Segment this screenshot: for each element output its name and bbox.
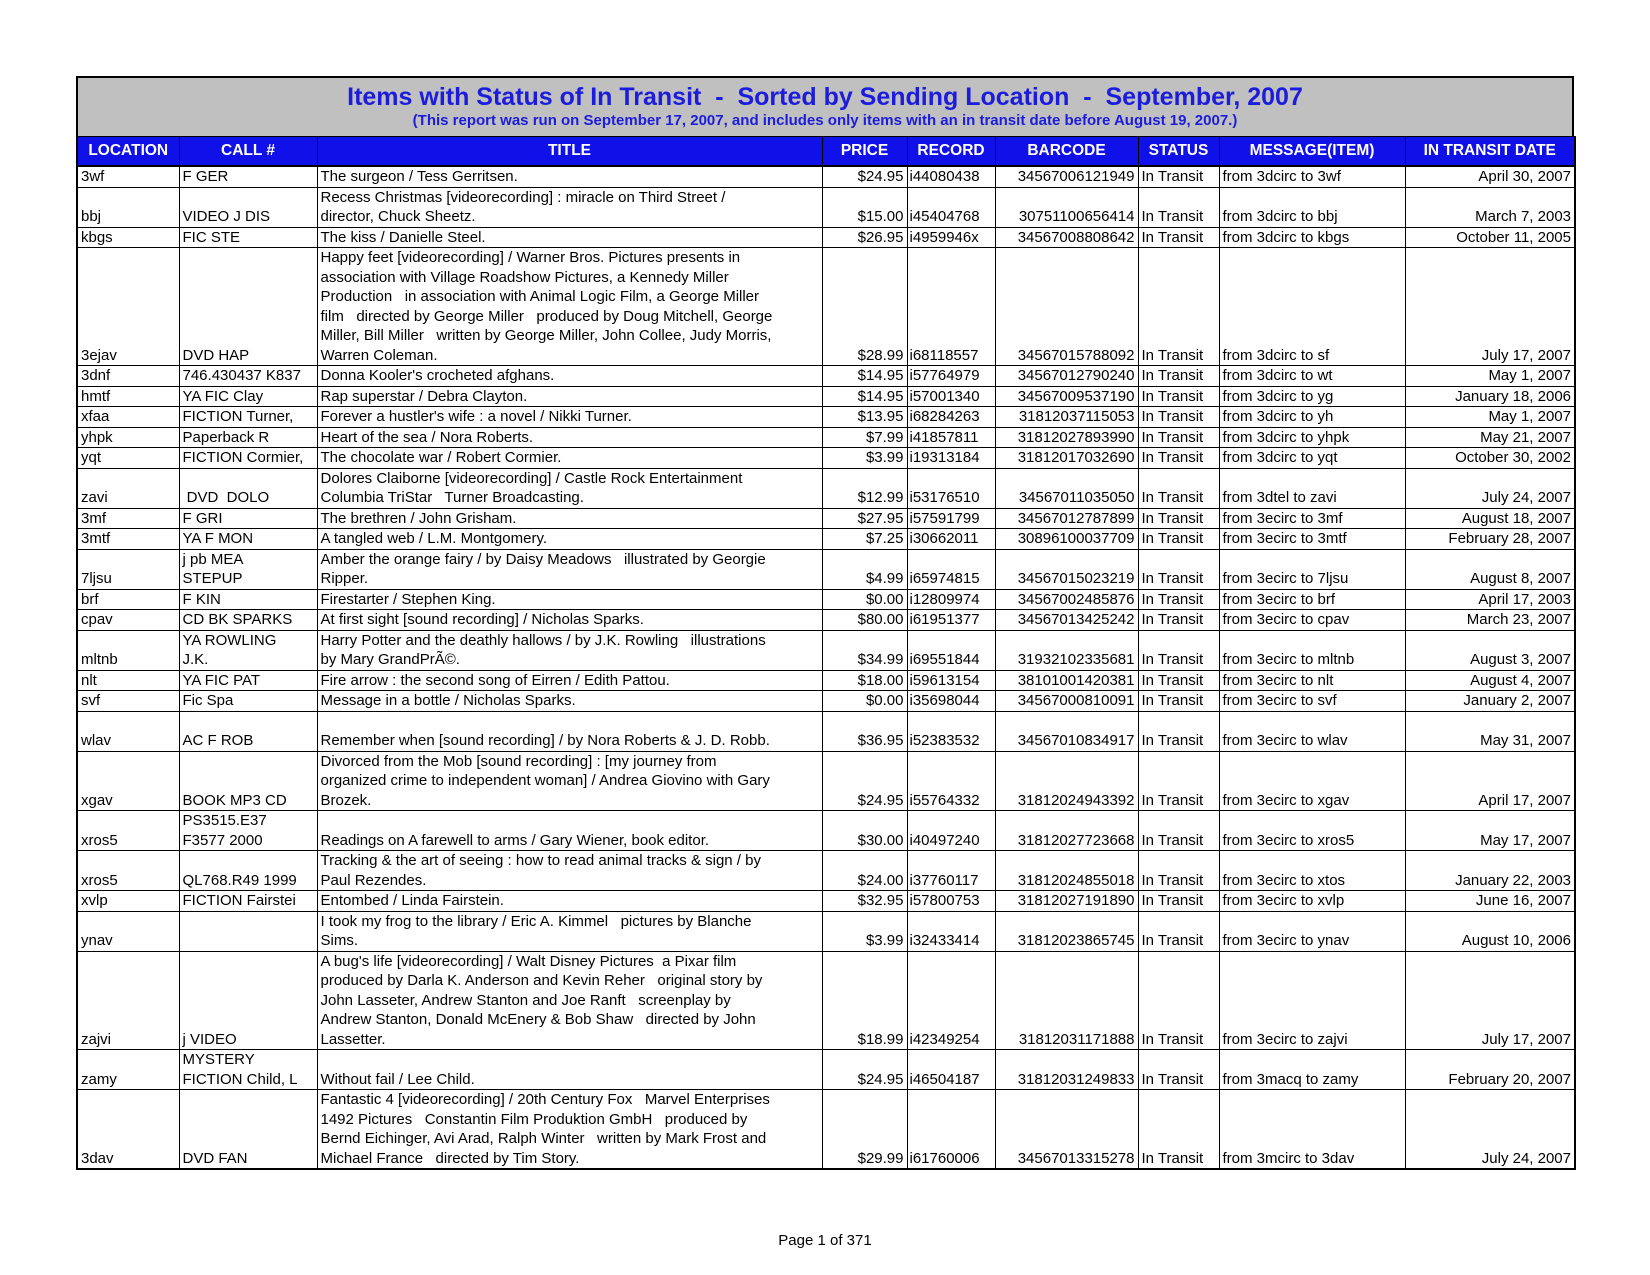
cell-price: $15.00 bbox=[822, 187, 907, 227]
cell-record: i68284263 bbox=[907, 407, 995, 428]
cell-call-number: AC F ROB bbox=[179, 711, 317, 751]
cell-message: from 3ecirc to xtos bbox=[1219, 851, 1405, 891]
cell-call-number: BOOK MP3 CD bbox=[179, 751, 317, 811]
table-row bbox=[77, 1050, 1575, 1090]
cell-price: $3.99 bbox=[822, 448, 907, 469]
cell-in-transit-date: August 8, 2007 bbox=[1405, 549, 1575, 589]
cell-title: The chocolate war / Robert Cormier. bbox=[317, 448, 822, 469]
cell-location: nlt bbox=[77, 670, 179, 691]
cell-record: i45404768 bbox=[907, 187, 995, 227]
column-header-status: STATUS bbox=[1138, 137, 1219, 167]
cell-barcode: 34567009537190 bbox=[995, 386, 1138, 407]
cell-title: Readings on A farewell to arms / Gary Wiener, book editor. bbox=[317, 811, 822, 851]
cell-in-transit-date: July 24, 2007 bbox=[1405, 1090, 1575, 1170]
cell-record: i59613154 bbox=[907, 670, 995, 691]
cell-title: Donna Kooler's crocheted afghans. bbox=[317, 366, 822, 387]
table-row bbox=[77, 711, 1575, 751]
cell-record: i19313184 bbox=[907, 448, 995, 469]
cell-call-number: DVD DOLO bbox=[179, 468, 317, 508]
cell-location: cpav bbox=[77, 610, 179, 631]
cell-price: $27.95 bbox=[822, 508, 907, 529]
cell-price: $12.99 bbox=[822, 468, 907, 508]
table-row bbox=[77, 691, 1575, 712]
cell-barcode: 31932102335681 bbox=[995, 630, 1138, 670]
cell-record: i40497240 bbox=[907, 811, 995, 851]
cell-price: $80.00 bbox=[822, 610, 907, 631]
cell-price: $14.95 bbox=[822, 366, 907, 387]
cell-title: Remember when [sound recording] / by Nora Roberts & J. D. Robb. bbox=[317, 711, 822, 751]
cell-message: from 3ecirc to xvlp bbox=[1219, 891, 1405, 912]
cell-in-transit-date: February 20, 2007 bbox=[1405, 1050, 1575, 1090]
cell-title: Fantastic 4 [videorecording] / 20th Century Fox Marvel Enterprises 1492 Pictures Constantin Film Produktion GmbH produced by Bernd Eichinger, Avi Arad, Ralph Winter written by Mark Frost and Michael France directed by Tim Story. bbox=[317, 1090, 822, 1170]
cell-barcode: 31812027191890 bbox=[995, 891, 1138, 912]
cell-location: brf bbox=[77, 589, 179, 610]
cell-status: In Transit bbox=[1138, 630, 1219, 670]
cell-in-transit-date: October 11, 2005 bbox=[1405, 227, 1575, 248]
cell-record: i53176510 bbox=[907, 468, 995, 508]
cell-location: 7ljsu bbox=[77, 549, 179, 589]
cell-message: from 3dtel to zavi bbox=[1219, 468, 1405, 508]
cell-status: In Transit bbox=[1138, 366, 1219, 387]
cell-title: Divorced from the Mob [sound recording] : [my journey from organized crime to independent woman] / Andrea Giovino with Gary Brozek. bbox=[317, 751, 822, 811]
cell-status: In Transit bbox=[1138, 811, 1219, 851]
cell-location: xros5 bbox=[77, 851, 179, 891]
cell-status: In Transit bbox=[1138, 448, 1219, 469]
cell-message: from 3ecirc to zajvi bbox=[1219, 951, 1405, 1050]
cell-barcode: 38101001420381 bbox=[995, 670, 1138, 691]
cell-status: In Transit bbox=[1138, 227, 1219, 248]
table-row bbox=[77, 751, 1575, 811]
cell-title: The brethren / John Grisham. bbox=[317, 508, 822, 529]
cell-price: $24.95 bbox=[822, 751, 907, 811]
table-row bbox=[77, 407, 1575, 428]
cell-price: $18.00 bbox=[822, 670, 907, 691]
table-row bbox=[77, 508, 1575, 529]
cell-title: I took my frog to the library / Eric A. Kimmel pictures by Blanche Sims. bbox=[317, 911, 822, 951]
cell-call-number: Paperback R bbox=[179, 427, 317, 448]
cell-message: from 3dcirc to 3wf bbox=[1219, 166, 1405, 187]
cell-in-transit-date: February 28, 2007 bbox=[1405, 529, 1575, 550]
cell-title: A tangled web / L.M. Montgomery. bbox=[317, 529, 822, 550]
cell-barcode: 34567011035050 bbox=[995, 468, 1138, 508]
cell-call-number: MYSTERY FICTION Child, L bbox=[179, 1050, 317, 1090]
cell-in-transit-date: July 17, 2007 bbox=[1405, 951, 1575, 1050]
cell-call-number bbox=[179, 911, 317, 951]
cell-location: 3dnf bbox=[77, 366, 179, 387]
cell-message: from 3dcirc to bbj bbox=[1219, 187, 1405, 227]
cell-location: kbgs bbox=[77, 227, 179, 248]
cell-message: from 3dcirc to yh bbox=[1219, 407, 1405, 428]
cell-record: i57001340 bbox=[907, 386, 995, 407]
cell-record: i32433414 bbox=[907, 911, 995, 951]
cell-price: $4.99 bbox=[822, 549, 907, 589]
cell-title: Tracking & the art of seeing : how to read animal tracks & sign / by Paul Rezendes. bbox=[317, 851, 822, 891]
cell-barcode: 30751100656414 bbox=[995, 187, 1138, 227]
cell-price: $24.95 bbox=[822, 166, 907, 187]
report bbox=[76, 76, 1574, 1170]
cell-price: $13.95 bbox=[822, 407, 907, 428]
cell-status: In Transit bbox=[1138, 951, 1219, 1050]
cell-location: yhpk bbox=[77, 427, 179, 448]
table-row bbox=[77, 670, 1575, 691]
cell-status: In Transit bbox=[1138, 589, 1219, 610]
cell-price: $29.99 bbox=[822, 1090, 907, 1170]
cell-message: from 3dcirc to yqt bbox=[1219, 448, 1405, 469]
cell-location: zavi bbox=[77, 468, 179, 508]
cell-in-transit-date: April 17, 2003 bbox=[1405, 589, 1575, 610]
table-row bbox=[77, 891, 1575, 912]
cell-status: In Transit bbox=[1138, 386, 1219, 407]
cell-title: The kiss / Danielle Steel. bbox=[317, 227, 822, 248]
cell-in-transit-date: May 17, 2007 bbox=[1405, 811, 1575, 851]
cell-record: i65974815 bbox=[907, 549, 995, 589]
cell-status: In Transit bbox=[1138, 891, 1219, 912]
cell-location: svf bbox=[77, 691, 179, 712]
cell-call-number: FICTION Turner, bbox=[179, 407, 317, 428]
cell-call-number: F GRI bbox=[179, 508, 317, 529]
cell-barcode: 34567012787899 bbox=[995, 508, 1138, 529]
cell-price: $30.00 bbox=[822, 811, 907, 851]
report-title: Items with Status of In Transit - Sorted by Sending Location - September, 2007 bbox=[347, 83, 1303, 111]
cell-status: In Transit bbox=[1138, 610, 1219, 631]
cell-status: In Transit bbox=[1138, 427, 1219, 448]
cell-location: 3mf bbox=[77, 508, 179, 529]
cell-location: xros5 bbox=[77, 811, 179, 851]
cell-title: Forever a hustler's wife : a novel / Nikki Turner. bbox=[317, 407, 822, 428]
table-row bbox=[77, 529, 1575, 550]
cell-location: yqt bbox=[77, 448, 179, 469]
table-row bbox=[77, 911, 1575, 951]
cell-call-number: F KIN bbox=[179, 589, 317, 610]
cell-call-number: FICTION Cormier, bbox=[179, 448, 317, 469]
cell-call-number: PS3515.E37 F3577 2000 bbox=[179, 811, 317, 851]
cell-barcode: 31812023865745 bbox=[995, 911, 1138, 951]
cell-record: i55764332 bbox=[907, 751, 995, 811]
report-subtitle: (This report was run on September 17, 2007, and includes only items with an in transit date before August 19, 2007.) bbox=[412, 112, 1238, 129]
cell-call-number: VIDEO J DIS bbox=[179, 187, 317, 227]
cell-status: In Transit bbox=[1138, 508, 1219, 529]
cell-in-transit-date: May 21, 2007 bbox=[1405, 427, 1575, 448]
cell-title: Dolores Claiborne [videorecording] / Castle Rock Entertainment Columbia TriStar Turner Broadcasting. bbox=[317, 468, 822, 508]
table-row bbox=[77, 448, 1575, 469]
table-row bbox=[77, 610, 1575, 631]
cell-record: i37760117 bbox=[907, 851, 995, 891]
cell-record: i44080438 bbox=[907, 166, 995, 187]
cell-call-number: DVD HAP bbox=[179, 248, 317, 366]
cell-message: from 3ecirc to 7ljsu bbox=[1219, 549, 1405, 589]
cell-location: 3wf bbox=[77, 166, 179, 187]
cell-location: wlav bbox=[77, 711, 179, 751]
cell-title: A bug's life [videorecording] / Walt Disney Pictures a Pixar film produced by Darla K. Anderson and Kevin Reher original story by John Lasseter, Andrew Stanton and Joe Ranft screenplay by Andrew Stanton, Donald McEnery & Bob Shaw directed by John Lassetter. bbox=[317, 951, 822, 1050]
table-body bbox=[77, 166, 1575, 1169]
cell-call-number: F GER bbox=[179, 166, 317, 187]
cell-in-transit-date: March 23, 2007 bbox=[1405, 610, 1575, 631]
cell-in-transit-date: January 22, 2003 bbox=[1405, 851, 1575, 891]
cell-call-number: 746.430437 K837 bbox=[179, 366, 317, 387]
cell-message: from 3dcirc to wt bbox=[1219, 366, 1405, 387]
cell-message: from 3ecirc to ynav bbox=[1219, 911, 1405, 951]
page-number: Page 1 of 371 bbox=[778, 1232, 872, 1249]
cell-message: from 3ecirc to svf bbox=[1219, 691, 1405, 712]
cell-title: The surgeon / Tess Gerritsen. bbox=[317, 166, 822, 187]
table-row bbox=[77, 549, 1575, 589]
table-row bbox=[77, 427, 1575, 448]
cell-status: In Transit bbox=[1138, 187, 1219, 227]
column-header-location: LOCATION bbox=[77, 137, 179, 167]
cell-barcode: 31812031171888 bbox=[995, 951, 1138, 1050]
cell-status: In Transit bbox=[1138, 549, 1219, 589]
cell-record: i46504187 bbox=[907, 1050, 995, 1090]
cell-title: Amber the orange fairy / by Daisy Meadows illustrated by Georgie Ripper. bbox=[317, 549, 822, 589]
cell-barcode: 31812024943392 bbox=[995, 751, 1138, 811]
cell-barcode: 34567015023219 bbox=[995, 549, 1138, 589]
cell-title: Harry Potter and the deathly hallows / by J.K. Rowling illustrations by Mary GrandPrÃ©. bbox=[317, 630, 822, 670]
cell-record: i57800753 bbox=[907, 891, 995, 912]
cell-message: from 3ecirc to 3mtf bbox=[1219, 529, 1405, 550]
cell-message: from 3ecirc to brf bbox=[1219, 589, 1405, 610]
cell-location: 3dav bbox=[77, 1090, 179, 1170]
cell-location: xfaa bbox=[77, 407, 179, 428]
cell-record: i30662011 bbox=[907, 529, 995, 550]
cell-record: i69551844 bbox=[907, 630, 995, 670]
cell-price: $0.00 bbox=[822, 589, 907, 610]
cell-status: In Transit bbox=[1138, 468, 1219, 508]
table-row bbox=[77, 811, 1575, 851]
cell-message: from 3dcirc to yhpk bbox=[1219, 427, 1405, 448]
cell-title: At first sight [sound recording] / Nicholas Sparks. bbox=[317, 610, 822, 631]
table-row bbox=[77, 187, 1575, 227]
cell-barcode: 31812027893990 bbox=[995, 427, 1138, 448]
cell-in-transit-date: August 18, 2007 bbox=[1405, 508, 1575, 529]
column-header-title: TITLE bbox=[317, 137, 822, 167]
cell-location: hmtf bbox=[77, 386, 179, 407]
cell-message: from 3ecirc to nlt bbox=[1219, 670, 1405, 691]
table-row bbox=[77, 468, 1575, 508]
cell-status: In Transit bbox=[1138, 691, 1219, 712]
cell-status: In Transit bbox=[1138, 751, 1219, 811]
cell-message: from 3ecirc to wlav bbox=[1219, 711, 1405, 751]
cell-message: from 3ecirc to mltnb bbox=[1219, 630, 1405, 670]
cell-price: $7.99 bbox=[822, 427, 907, 448]
cell-call-number: FICTION Fairstei bbox=[179, 891, 317, 912]
cell-location: ynav bbox=[77, 911, 179, 951]
cell-status: In Transit bbox=[1138, 1050, 1219, 1090]
cell-barcode: 31812031249833 bbox=[995, 1050, 1138, 1090]
cell-price: $3.99 bbox=[822, 911, 907, 951]
cell-barcode: 34567012790240 bbox=[995, 366, 1138, 387]
cell-barcode: 31812024855018 bbox=[995, 851, 1138, 891]
cell-price: $34.99 bbox=[822, 630, 907, 670]
cell-call-number: DVD FAN bbox=[179, 1090, 317, 1170]
table-header-row bbox=[77, 137, 1575, 167]
cell-message: from 3mcirc to 3dav bbox=[1219, 1090, 1405, 1170]
cell-call-number: j VIDEO bbox=[179, 951, 317, 1050]
cell-in-transit-date: April 17, 2007 bbox=[1405, 751, 1575, 811]
cell-location: zamy bbox=[77, 1050, 179, 1090]
column-header-call-number: CALL # bbox=[179, 137, 317, 167]
column-header-in-transit-date: IN TRANSIT DATE bbox=[1405, 137, 1575, 167]
cell-barcode: 31812027723668 bbox=[995, 811, 1138, 851]
cell-status: In Transit bbox=[1138, 711, 1219, 751]
table-row bbox=[77, 630, 1575, 670]
cell-barcode: 34567000810091 bbox=[995, 691, 1138, 712]
cell-barcode: 34567008808642 bbox=[995, 227, 1138, 248]
cell-record: i68118557 bbox=[907, 248, 995, 366]
cell-location: bbj bbox=[77, 187, 179, 227]
cell-call-number: YA FIC PAT bbox=[179, 670, 317, 691]
cell-price: $7.25 bbox=[822, 529, 907, 550]
cell-call-number: j pb MEA STEPUP bbox=[179, 549, 317, 589]
cell-call-number: YA ROWLING J.K. bbox=[179, 630, 317, 670]
cell-price: $0.00 bbox=[822, 691, 907, 712]
cell-in-transit-date: August 3, 2007 bbox=[1405, 630, 1575, 670]
cell-status: In Transit bbox=[1138, 670, 1219, 691]
cell-in-transit-date: May 31, 2007 bbox=[1405, 711, 1575, 751]
cell-location: mltnb bbox=[77, 630, 179, 670]
cell-message: from 3dcirc to yg bbox=[1219, 386, 1405, 407]
cell-barcode: 30896100037709 bbox=[995, 529, 1138, 550]
cell-barcode: 34567015788092 bbox=[995, 248, 1138, 366]
cell-in-transit-date: March 7, 2003 bbox=[1405, 187, 1575, 227]
cell-price: $18.99 bbox=[822, 951, 907, 1050]
cell-call-number: QL768.R49 1999 bbox=[179, 851, 317, 891]
cell-title: Firestarter / Stephen King. bbox=[317, 589, 822, 610]
cell-location: 3ejav bbox=[77, 248, 179, 366]
cell-title: Rap superstar / Debra Clayton. bbox=[317, 386, 822, 407]
cell-status: In Transit bbox=[1138, 911, 1219, 951]
cell-message: from 3ecirc to 3mf bbox=[1219, 508, 1405, 529]
column-header-message: MESSAGE(ITEM) bbox=[1219, 137, 1405, 167]
cell-record: i4959946x bbox=[907, 227, 995, 248]
cell-price: $32.95 bbox=[822, 891, 907, 912]
cell-record: i41857811 bbox=[907, 427, 995, 448]
cell-price: $26.95 bbox=[822, 227, 907, 248]
cell-price: $24.00 bbox=[822, 851, 907, 891]
cell-location: 3mtf bbox=[77, 529, 179, 550]
table-row bbox=[77, 248, 1575, 366]
cell-status: In Transit bbox=[1138, 407, 1219, 428]
cell-in-transit-date: June 16, 2007 bbox=[1405, 891, 1575, 912]
cell-record: i61760006 bbox=[907, 1090, 995, 1170]
cell-in-transit-date: May 1, 2007 bbox=[1405, 366, 1575, 387]
cell-in-transit-date: July 24, 2007 bbox=[1405, 468, 1575, 508]
cell-barcode: 34567010834917 bbox=[995, 711, 1138, 751]
in-transit-table bbox=[76, 136, 1576, 1170]
cell-record: i57764979 bbox=[907, 366, 995, 387]
cell-location: xvlp bbox=[77, 891, 179, 912]
cell-title: Heart of the sea / Nora Roberts. bbox=[317, 427, 822, 448]
cell-call-number: FIC STE bbox=[179, 227, 317, 248]
cell-status: In Transit bbox=[1138, 166, 1219, 187]
table-row bbox=[77, 366, 1575, 387]
cell-record: i12809974 bbox=[907, 589, 995, 610]
cell-barcode: 31812037115053 bbox=[995, 407, 1138, 428]
cell-record: i57591799 bbox=[907, 508, 995, 529]
cell-record: i35698044 bbox=[907, 691, 995, 712]
cell-message: from 3dcirc to sf bbox=[1219, 248, 1405, 366]
cell-status: In Transit bbox=[1138, 248, 1219, 366]
cell-status: In Transit bbox=[1138, 851, 1219, 891]
column-header-price: PRICE bbox=[822, 137, 907, 167]
cell-record: i52383532 bbox=[907, 711, 995, 751]
cell-message: from 3ecirc to xgav bbox=[1219, 751, 1405, 811]
cell-price: $28.99 bbox=[822, 248, 907, 366]
cell-in-transit-date: January 2, 2007 bbox=[1405, 691, 1575, 712]
report-header bbox=[76, 76, 1574, 136]
cell-call-number: Fic Spa bbox=[179, 691, 317, 712]
cell-status: In Transit bbox=[1138, 529, 1219, 550]
table-row bbox=[77, 1090, 1575, 1170]
cell-call-number: YA FIC Clay bbox=[179, 386, 317, 407]
cell-record: i42349254 bbox=[907, 951, 995, 1050]
cell-barcode: 34567013315278 bbox=[995, 1090, 1138, 1170]
table-row bbox=[77, 227, 1575, 248]
cell-barcode: 34567006121949 bbox=[995, 166, 1138, 187]
cell-in-transit-date: October 30, 2002 bbox=[1405, 448, 1575, 469]
cell-price: $36.95 bbox=[822, 711, 907, 751]
cell-call-number: YA F MON bbox=[179, 529, 317, 550]
cell-in-transit-date: January 18, 2006 bbox=[1405, 386, 1575, 407]
cell-in-transit-date: August 4, 2007 bbox=[1405, 670, 1575, 691]
cell-title: Entombed / Linda Fairstein. bbox=[317, 891, 822, 912]
cell-call-number: CD BK SPARKS bbox=[179, 610, 317, 631]
cell-title: Happy feet [videorecording] / Warner Bros. Pictures presents in association with Village Roadshow Pictures, a Kennedy Miller Production in association with Animal Logic Film, a George Miller film directed by George Miller produced by Doug Mitchell, George Miller, Bill Miller written by George Miller, John Collee, Judy Morris, Warren Coleman. bbox=[317, 248, 822, 366]
cell-title: Message in a bottle / Nicholas Sparks. bbox=[317, 691, 822, 712]
table-row bbox=[77, 951, 1575, 1050]
cell-in-transit-date: May 1, 2007 bbox=[1405, 407, 1575, 428]
cell-status: In Transit bbox=[1138, 1090, 1219, 1170]
cell-barcode: 34567013425242 bbox=[995, 610, 1138, 631]
cell-record: i61951377 bbox=[907, 610, 995, 631]
cell-barcode: 31812017032690 bbox=[995, 448, 1138, 469]
cell-title: Recess Christmas [videorecording] : miracle on Third Street / director, Chuck Sheetz. bbox=[317, 187, 822, 227]
column-header-barcode: BARCODE bbox=[995, 137, 1138, 167]
cell-message: from 3dcirc to kbgs bbox=[1219, 227, 1405, 248]
cell-in-transit-date: August 10, 2006 bbox=[1405, 911, 1575, 951]
cell-message: from 3macq to zamy bbox=[1219, 1050, 1405, 1090]
table-row bbox=[77, 386, 1575, 407]
cell-location: xgav bbox=[77, 751, 179, 811]
cell-message: from 3ecirc to cpav bbox=[1219, 610, 1405, 631]
cell-in-transit-date: July 17, 2007 bbox=[1405, 248, 1575, 366]
cell-location: zajvi bbox=[77, 951, 179, 1050]
table-row bbox=[77, 851, 1575, 891]
column-header-record: RECORD bbox=[907, 137, 995, 167]
cell-message: from 3ecirc to xros5 bbox=[1219, 811, 1405, 851]
cell-price: $24.95 bbox=[822, 1050, 907, 1090]
cell-barcode: 34567002485876 bbox=[995, 589, 1138, 610]
cell-in-transit-date: April 30, 2007 bbox=[1405, 166, 1575, 187]
cell-price: $14.95 bbox=[822, 386, 907, 407]
cell-title: Without fail / Lee Child. bbox=[317, 1050, 822, 1090]
table-row bbox=[77, 166, 1575, 187]
table-row bbox=[77, 589, 1575, 610]
cell-title: Fire arrow : the second song of Eirren / Edith Pattou. bbox=[317, 670, 822, 691]
